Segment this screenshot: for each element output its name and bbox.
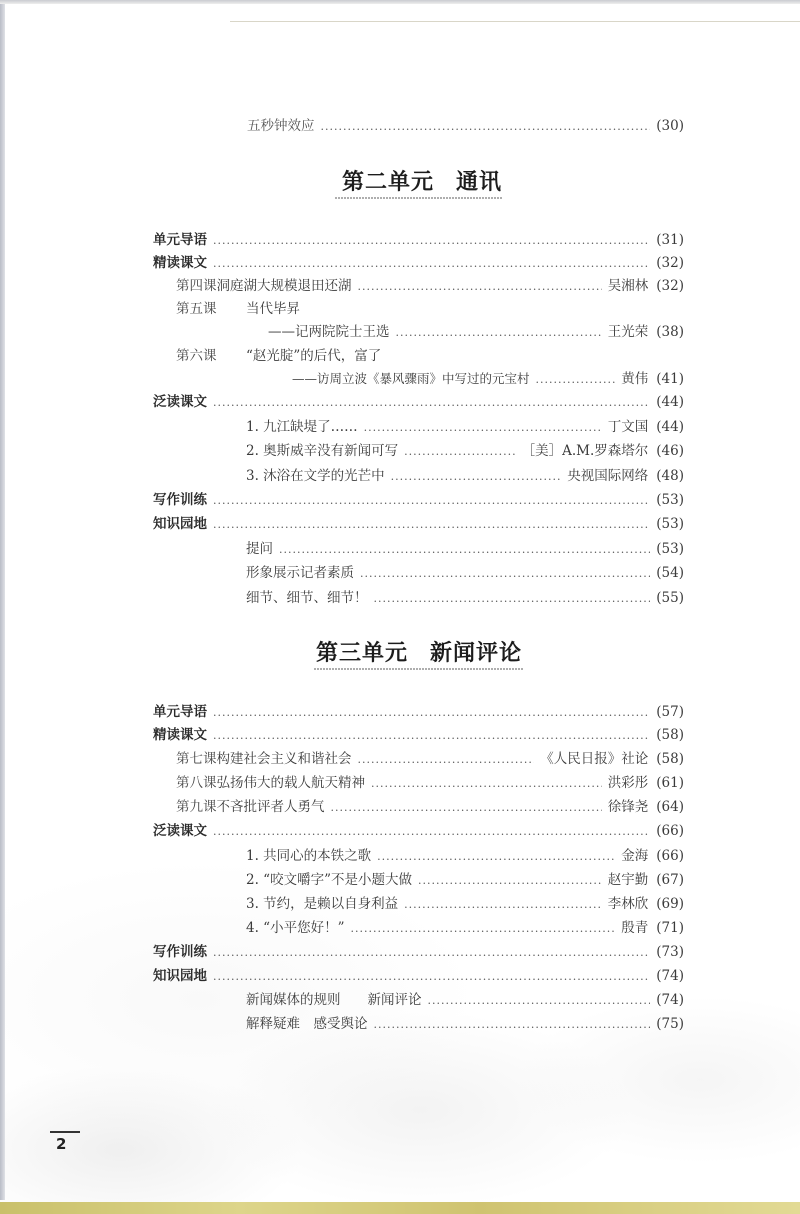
page-ref: (66) [656,823,684,839]
dot-leader [377,848,615,866]
lesson-number: 第八课 [176,775,217,791]
toc-entry[interactable] [246,871,684,890]
article-title: 2. 奥斯威辛没有新闻可写 [246,443,399,459]
toc-entry[interactable] [246,1015,684,1034]
unit-2-underline [335,197,503,199]
toc-entry[interactable] [153,393,684,412]
dot-leader [404,896,602,914]
toc-entry-subtitle[interactable] [292,370,684,389]
page-ref: (57) [656,704,684,720]
dot-leader [213,823,650,841]
toc-entry[interactable] [176,798,684,817]
section-label: 泛读课文 [153,823,207,839]
toc-entry[interactable] [246,895,684,914]
unit-2-number: 第二单元 [341,170,434,195]
author: 黄伟 [621,371,649,387]
section-label: 单元导语 [153,232,207,248]
section-label: 写作训练 [153,944,207,960]
lesson-title: “赵光腚”的后代，富了 [246,348,382,364]
dot-leader [350,920,615,938]
toc-entry[interactable] [153,703,684,722]
toc-entry[interactable] [246,442,684,461]
toc-entry[interactable] [247,117,684,136]
dot-leader [213,255,650,273]
scan-edge-line [230,21,800,22]
page-ref: (38) [656,324,684,340]
section-label: 单元导语 [153,704,207,720]
dot-leader [213,492,650,510]
unit-3-number: 第三单元 [315,641,408,666]
knowledge-title: 解释疑难 感受舆论 [246,1016,368,1032]
page-ref: (53) [656,492,684,508]
page-ref: (32) [656,255,684,271]
page-ref: (46) [656,443,684,459]
page-ref: (74) [656,992,684,1008]
scan-edge-left [0,0,5,1200]
toc-entry[interactable] [176,750,684,769]
toc-entry[interactable] [153,254,684,273]
knowledge-title: 提问 [246,541,273,557]
page-ref: (31) [656,232,684,248]
dot-leader [374,1016,651,1034]
toc-entry[interactable] [153,822,684,841]
section-label: 知识园地 [153,516,207,532]
dot-leader [213,944,650,962]
toc-entry[interactable] [246,540,684,559]
page-ref: (55) [656,590,684,606]
unit-3-heading [19,636,800,667]
author: 《人民日报》社论 [540,751,649,767]
toc-entry[interactable] [246,919,684,938]
author: 洪彩彤 [607,775,649,791]
dot-leader [213,727,650,745]
page-ref: (58) [656,727,684,743]
toc-entry[interactable] [153,943,684,962]
page-ref: (44) [656,419,684,435]
lesson-number: 第七课 [176,751,217,767]
page-ref: (54) [656,565,684,581]
page-ref: (69) [656,896,684,912]
author: 丁文国 [607,419,649,435]
author: 吴湘林 [607,278,649,294]
lesson-number: 第五课 [176,301,217,317]
scan-edge-top [0,0,800,4]
toc-entry[interactable] [176,277,684,296]
lesson-title: 弘扬伟大的载人航天精神 [216,775,365,791]
lesson-title: 构建社会主义和谐社会 [216,751,352,767]
unit-3-underline [314,668,524,670]
unit-2-name: 通讯 [456,170,503,195]
page-ref: (44) [656,394,684,410]
author: 王光荣 [607,324,649,340]
page-ref: (66) [656,848,684,864]
dot-leader [213,516,650,534]
toc-entry[interactable] [153,726,684,745]
toc-entry[interactable] [153,515,684,534]
toc-entry[interactable] [176,300,684,318]
lesson-number: 第六课 [176,348,217,364]
dot-leader [213,232,650,250]
page-ref: (61) [656,775,684,791]
page-ref: (53) [656,541,684,557]
author: 李林欣 [607,896,649,912]
page-ref: (58) [656,751,684,767]
section-label: 知识园地 [153,968,207,984]
toc-entry[interactable] [176,347,684,365]
dot-leader [360,565,650,583]
article-title: 3. 沐浴在文学的光芒中 [246,468,385,484]
page-ref: (30) [656,118,684,134]
author: 央视国际网络 [567,468,649,484]
author: ［美］A.M.罗森塔尔 [521,443,649,459]
article-title: 3. 节约，是赖以自身利益 [246,896,399,912]
unit-3-name: 新闻评论 [430,641,523,666]
toc-entry-subtitle[interactable] [268,323,684,342]
dot-leader [358,278,602,296]
toc-entry[interactable] [246,991,684,1010]
section-label: 泛读课文 [153,394,207,410]
lesson-subtitle: ——记两院院士王选 [268,324,390,340]
toc-entry[interactable] [153,491,684,510]
page-ref: (41) [656,371,684,387]
dot-leader [391,468,562,486]
dot-leader [404,443,515,461]
page-ref: (32) [656,278,684,294]
author: 殷青 [621,920,649,936]
dot-leader [331,799,602,817]
article-title: 2. “咬文嚼字”不是小题大做 [246,872,412,888]
article-title: 1. 共同心的本铁之歌 [246,848,372,864]
article-title: 1. 九江缺堤了…… [246,419,358,435]
lesson-title: 不吝批评者人勇气 [216,799,325,815]
toc-entry[interactable] [246,589,684,608]
dot-leader [396,324,602,342]
entry-title: 五秒钟效应 [247,118,315,134]
page-number: 2 [56,1135,67,1153]
dot-leader [418,872,602,890]
page-ref: (75) [656,1016,684,1032]
page-ref: (71) [656,920,684,936]
lesson-subtitle: ——访周立波《暴风骤雨》中写过的元宝村 [292,371,530,386]
scan-edge-bottom [0,1202,800,1214]
dot-leader [321,118,651,136]
author: 金海 [621,848,649,864]
page-ref: (48) [656,468,684,484]
section-label: 写作训练 [153,492,207,508]
section-label: 精读课文 [153,727,207,743]
toc-entry[interactable] [246,564,684,583]
knowledge-title: 形象展示记者素质 [246,565,354,581]
toc-entry[interactable] [176,774,684,793]
lesson-title: 洞庭湖大规模退田还湖 [216,278,352,294]
dot-leader [213,704,650,722]
dot-leader [536,371,616,389]
unit-2-heading [22,165,800,196]
section-label: 精读课文 [153,255,207,271]
page-ref: (73) [656,944,684,960]
author: 赵宇勤 [607,872,649,888]
knowledge-title: 细节、细节、细节！ [246,590,368,606]
page-ref: (74) [656,968,684,984]
dot-leader [374,590,651,608]
toc-entry[interactable] [153,231,684,250]
author: 徐锋尧 [607,799,649,815]
lesson-title: 当代毕昇 [246,301,300,317]
dot-leader [213,394,650,412]
toc-entry[interactable] [246,847,684,866]
dot-leader [371,775,602,793]
dot-leader [358,751,535,769]
knowledge-title: 新闻媒体的规则 新闻评论 [246,992,422,1008]
article-title: 4. “小平您好！” [246,920,345,936]
dot-leader [279,541,650,559]
page-ref: (67) [656,872,684,888]
page-number-rule [50,1131,80,1133]
dot-leader [428,992,651,1010]
lesson-number: 第四课 [176,278,217,294]
dot-leader [213,968,650,986]
page-ref: (53) [656,516,684,532]
lesson-number: 第九课 [176,799,217,815]
dot-leader [364,419,602,437]
toc-entry[interactable] [246,418,684,437]
page-ref: (64) [656,799,684,815]
toc-entry[interactable] [246,467,684,486]
toc-entry[interactable] [153,967,684,986]
